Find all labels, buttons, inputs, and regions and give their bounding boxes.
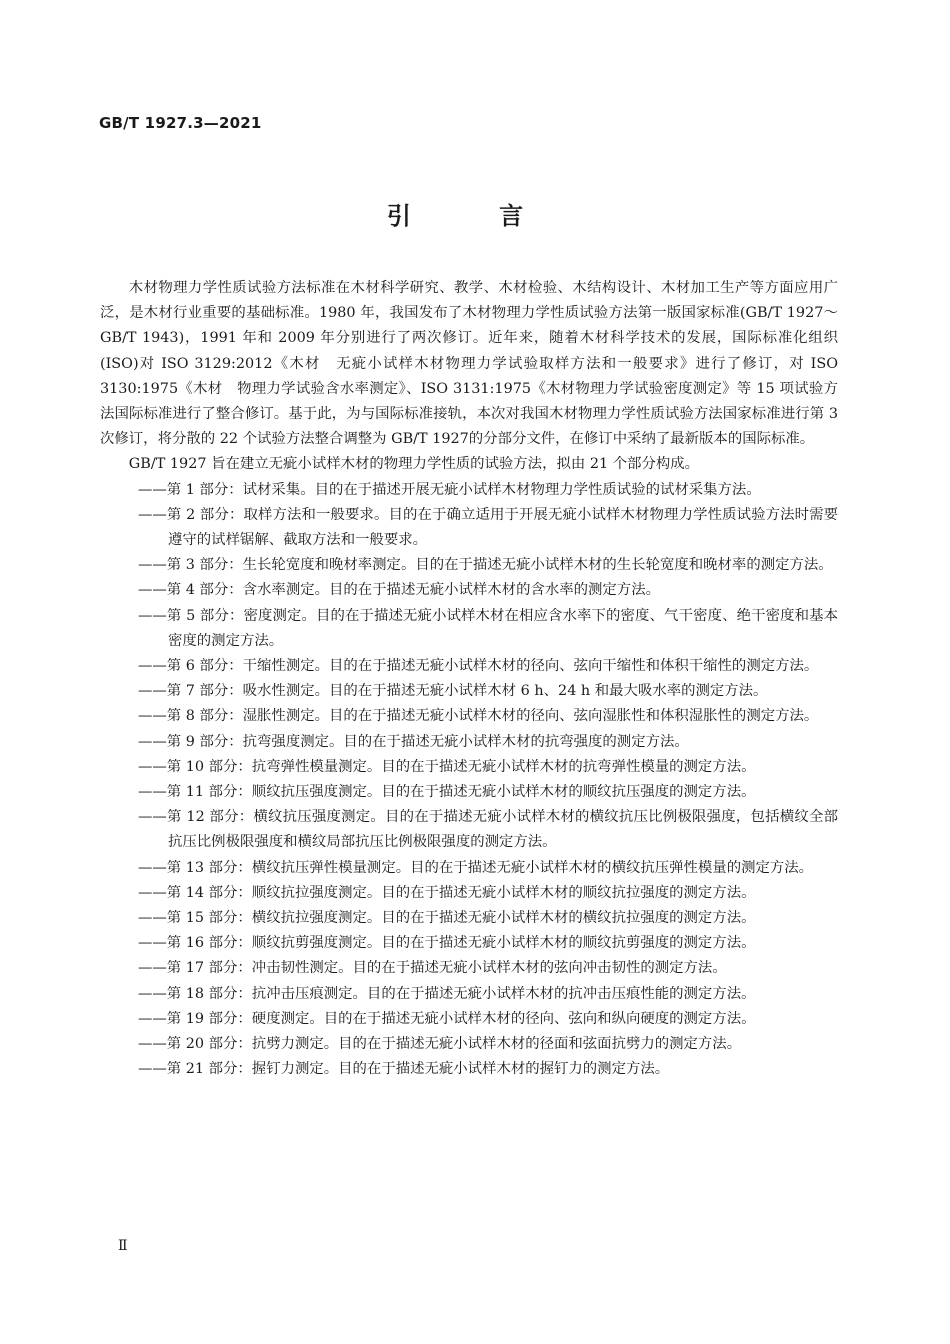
parts-list — [100, 478, 838, 1083]
scope-paragraph: GB/T 1927 旨在建立无疵小试样木材的物理力学性质的试验方法，拟由 21 个部分构成。 — [128, 456, 700, 473]
list-item: ——第 21 部分：握钉力测定。目的在于描述无疵小试样木材的握钉力的测定方法。 — [138, 1061, 670, 1078]
list-item: ——第 20 部分：抗劈力测定。目的在于描述无疵小试样木材的径面和弦面抗劈力的测定方法。 — [138, 1036, 742, 1053]
list-item: ——第 4 部分：含水率测定。目的在于描述无疵小试样木材的含水率的测定方法。 — [138, 582, 660, 599]
list-item: ——第 11 部分：顺纹抗压强度测定。目的在于描述无疵小试样木材的顺纹抗压强度的测定方法。 — [138, 784, 756, 801]
standard-code-header: GB/T 1927.3—2021 — [99, 114, 262, 132]
list-item: ——第 7 部分：吸水性测定。目的在于描述无疵小试样木材 6 h、24 h 和最大吸水率的测定方法。 — [138, 683, 768, 700]
list-item: ——第 3 部分：生长轮宽度和晚材率测定。目的在于描述无疵小试样木材的生长轮宽度和晚材率的测定方法。 — [138, 557, 833, 574]
list-item: ——第 17 部分：冲击韧性测定。目的在于描述无疵小试样木材的弦向冲击韧性的测定方法。 — [138, 960, 727, 977]
list-item: ——第 12 部分：横纹抗压强度测定。目的在于描述无疵小试样木材的横纹抗压比例极限强度，包括横纹全部抗压比例极限强度和横纹局部抗压比例极限强度的测定方法。 — [138, 809, 838, 851]
intro-paragraph: 木材物理力学性质试验方法标准在木材科学研究、教学、木材检验、木结构设计、木材加工生产等方面应用广泛，是木材行业重要的基础标准。1980 年，我国发布了木材物理力学性质试验方法第一版国家标准(GB/T 1927～GB/T 1943)，1991 年和 2009 年分别进行了两次修订。近年来，随着木材科学技术的发展，国际标准化组织(ISO)对 ISO 3129:2012《木材 无疵小试样木材物理力学试验取样方法和一般要求》进行了修订，对 ISO 3130:1975《木材 物理力学试验含水率测定》、ISO 3131:1975《木材物理力学试验密度测定》等 15 项试验方法国际标准进行了整合修订。基于此，为与国际标准接轨，本次对我国木材物理力学性质试验方法国家标准进行第 3 次修订，将分散的 22 个试验方法整合调整为 GB/T 1927的分部分文件，在修订中采纳了最新版本的国际标准。 — [100, 280, 838, 448]
list-item: ——第 14 部分：顺纹抗拉强度测定。目的在于描述无疵小试样木材的顺纹抗拉强度的测定方法。 — [138, 884, 756, 901]
page-title: 引 言 — [386, 202, 564, 230]
list-item: ——第 9 部分：抗弯强度测定。目的在于描述无疵小试样木材的抗弯强度的测定方法。 — [138, 733, 689, 750]
list-item: ——第 2 部分：取样方法和一般要求。目的在于确立适用于开展无疵小试样木材物理力学性质试验方法时需要遵守的试样锯解、截取方法和一般要求。 — [138, 506, 838, 549]
list-item: ——第 19 部分：硬度测定。目的在于描述无疵小试样木材的径向、弦向和纵向硬度的测定方法。 — [138, 1010, 756, 1027]
list-item: ——第 1 部分：试材采集。目的在于描述开展无疵小试样木材物理力学性质试验的试材采集方法。 — [138, 481, 761, 498]
list-item: ——第 10 部分：抗弯弹性模量测定。目的在于描述无疵小试样木材的抗弯弹性模量的测定方法。 — [138, 758, 756, 775]
list-item: ——第 16 部分：顺纹抗剪强度测定。目的在于描述无疵小试样木材的顺纹抗剪强度的测定方法。 — [138, 935, 756, 952]
list-item: ——第 8 部分：湿胀性测定。目的在于描述无疵小试样木材的径向、弦向湿胀性和体积湿胀性的测定方法。 — [138, 708, 819, 725]
list-item: ——第 13 部分：横纹抗压弹性模量测定。目的在于描述无疵小试样木材的横纹抗压弹性模量的测定方法。 — [138, 859, 814, 876]
list-item: ——第 5 部分：密度测定。目的在于描述无疵小试样木材在相应含水率下的密度、气干密度、绝干密度和基本密度的测定方法。 — [138, 607, 838, 649]
list-item: ——第 6 部分：干缩性测定。目的在于描述无疵小试样木材的径向、弦向干缩性和体积干缩性的测定方法。 — [138, 658, 819, 675]
page-number: Ⅱ — [118, 1238, 128, 1254]
list-item: ——第 18 部分：抗冲击压痕测定。目的在于描述无疵小试样木材的抗冲击压痕性能的测定方法。 — [138, 985, 756, 1002]
list-item: ——第 15 部分：横纹抗拉强度测定。目的在于描述无疵小试样木材的横纹抗拉强度的测定方法。 — [138, 910, 756, 927]
main-content — [100, 276, 838, 1083]
